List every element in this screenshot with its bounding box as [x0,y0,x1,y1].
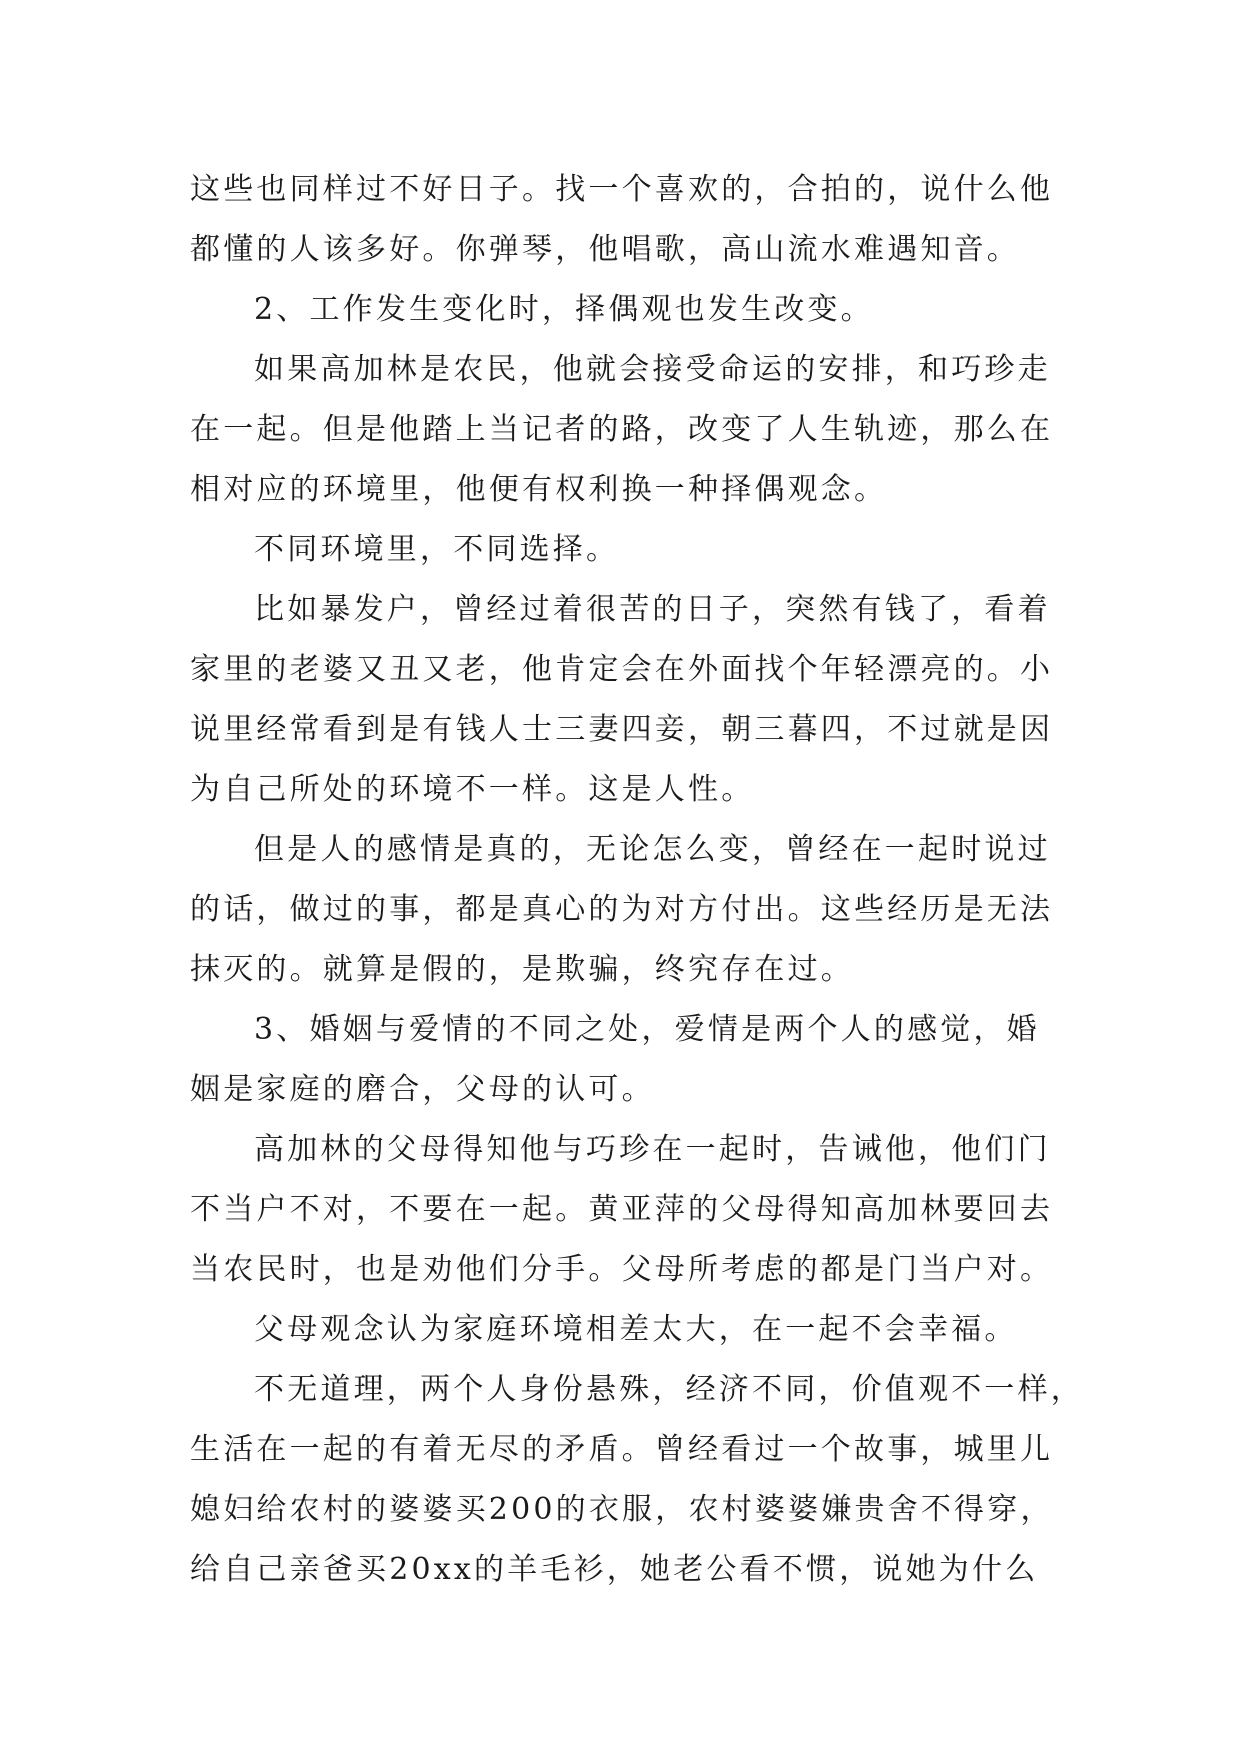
text-line: 在一起。但是他踏上当记者的路，改变了人生轨迹，那么在 [190,412,1054,447]
text-line: 如果高加林是农民，他就会接受命运的安排，和巧珍走 [254,352,1051,387]
text-line: 这些也同样过不好日子。找一个喜欢的，合拍的，说什么他 [190,172,1054,207]
text-line: 3、婚姻与爱情的不同之处，爱情是两个人的感觉，婚 [254,1012,1040,1047]
text-line: 比如暴发户，曾经过着很苦的日子，突然有钱了，看着 [254,592,1051,627]
text-line: 不同环境里，不同选择。 [254,532,620,567]
text-line: 当农民时，也是劝他们分手。父母所考虑的都是门当户对。 [190,1252,1054,1287]
text-line: 的话，做过的事，都是真心的为对方付出。这些经历是无法 [190,892,1054,927]
text-line: 姻是家庭的磨合，父母的认可。 [190,1072,655,1107]
text-line: 高加林的父母得知他与巧珍在一起时，告诫他，他们门 [254,1132,1051,1167]
text-line: 相对应的环境里，他便有权利换一种择偶观念。 [190,472,888,507]
text-line: 给自己亲爸买20xx的羊毛衫，她老公看不惯，说她为什么 [190,1552,1039,1587]
text-line: 抹灭的。就算是假的，是欺骗，终究存在过。 [190,952,854,987]
text-line: 说里经常看到是有钱人士三妻四妾，朝三暮四，不过就是因 [190,712,1054,747]
text-line: 都懂的人该多好。你弹琴，他唱歌，高山流水难遇知音。 [190,232,1020,267]
text-line: 父母观念认为家庭环境相差太大，在一起不会幸福。 [254,1312,1018,1347]
text-line: 家里的老婆又丑又老，他肯定会在外面找个年轻漂亮的。小 [190,652,1054,687]
text-line: 不无道理，两个人身份悬殊，经济不同，价值观不一样， [254,1372,1084,1407]
text-line: 2、工作发生变化时，择偶观也发生改变。 [254,292,874,327]
document-body [190,160,1084,1600]
text-line: 不当户不对，不要在一起。黄亚萍的父母得知高加林要回去 [190,1192,1054,1227]
text-line: 媳妇给农村的婆婆买200的衣服，农村婆婆嫌贵舍不得穿， [190,1492,1054,1527]
text-line: 生活在一起的有着无尽的矛盾。曾经看过一个故事，城里儿 [190,1432,1054,1467]
text-line: 为自己所处的环境不一样。这是人性。 [190,772,755,807]
text-line: 但是人的感情是真的，无论怎么变，曾经在一起时说过 [254,832,1051,867]
